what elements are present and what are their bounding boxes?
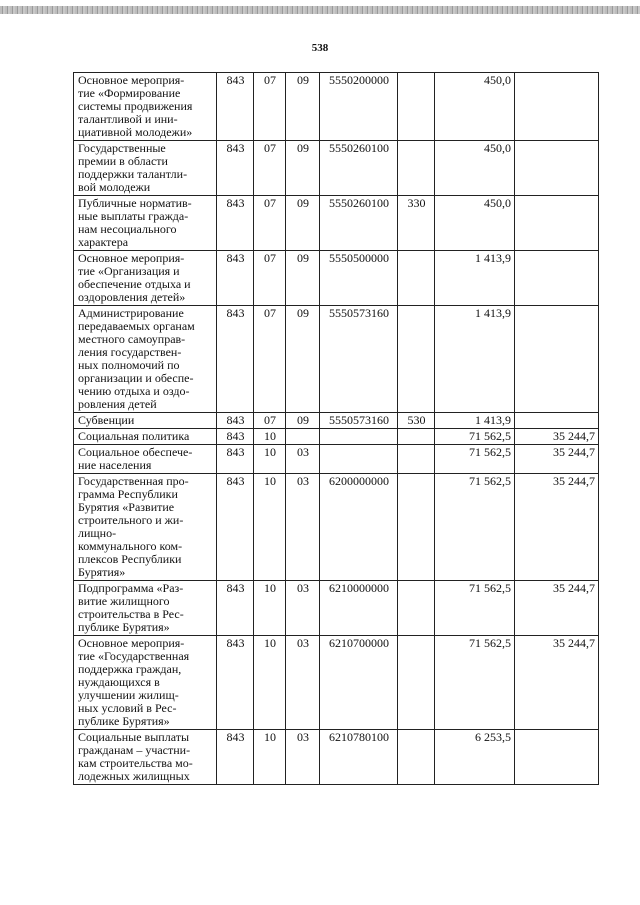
- vr-cell: 330: [398, 196, 435, 251]
- csr-cell: [320, 429, 398, 445]
- vr-cell: 530: [398, 413, 435, 429]
- sum2-cell: 35 244,7: [515, 636, 599, 730]
- vr-cell: [398, 730, 435, 785]
- pr-cell: 09: [286, 251, 320, 306]
- page-bottom-margin: [0, 852, 640, 905]
- gr-cell: 843: [217, 251, 254, 306]
- table-row: [74, 474, 599, 581]
- pr-cell: 03: [286, 474, 320, 581]
- pr-cell: 09: [286, 73, 320, 141]
- table-row: [74, 141, 599, 196]
- gr-cell: 843: [217, 636, 254, 730]
- sum1-cell: 450,0: [435, 196, 515, 251]
- pr-cell: 09: [286, 196, 320, 251]
- rz-cell: 10: [254, 636, 286, 730]
- vr-cell: [398, 581, 435, 636]
- scan-top-edge: [0, 6, 640, 14]
- name-cell: Социальное обеспече- ние населения: [74, 445, 217, 474]
- table-row: [74, 636, 599, 730]
- vr-cell: [398, 636, 435, 730]
- name-cell: Основное мероприя- тие «Организация и обеспечение отдыха и оздоровления детей»: [74, 251, 217, 306]
- sum1-cell: 1 413,9: [435, 306, 515, 413]
- gr-cell: 843: [217, 445, 254, 474]
- sum1-cell: 450,0: [435, 73, 515, 141]
- name-cell: Публичные норматив- ные выплаты гражда- нам несоциального характера: [74, 196, 217, 251]
- rz-cell: 07: [254, 141, 286, 196]
- vr-cell: [398, 251, 435, 306]
- gr-cell: 843: [217, 474, 254, 581]
- sum2-cell: [515, 306, 599, 413]
- rz-cell: 10: [254, 429, 286, 445]
- name-cell: Социальные выплаты гражданам – участни- кам строительства мо- лодежных жилищных: [74, 730, 217, 785]
- page-number: 538: [311, 42, 329, 54]
- pr-cell: 03: [286, 730, 320, 785]
- csr-cell: 6200000000: [320, 474, 398, 581]
- vr-cell: [398, 73, 435, 141]
- rz-cell: 10: [254, 474, 286, 581]
- sum1-cell: 71 562,5: [435, 636, 515, 730]
- gr-cell: 843: [217, 306, 254, 413]
- rz-cell: 07: [254, 196, 286, 251]
- gr-cell: 843: [217, 73, 254, 141]
- sum1-cell: 71 562,5: [435, 445, 515, 474]
- sum1-cell: 6 253,5: [435, 730, 515, 785]
- rz-cell: 10: [254, 581, 286, 636]
- vr-cell: [398, 474, 435, 581]
- csr-cell: 5550500000: [320, 251, 398, 306]
- pr-cell: 03: [286, 636, 320, 730]
- rz-cell: 07: [254, 73, 286, 141]
- name-cell: Подпрограмма «Раз- витие жилищного строительства в Рес- публике Бурятия»: [74, 581, 217, 636]
- sum1-cell: 71 562,5: [435, 429, 515, 445]
- sum1-cell: 1 413,9: [435, 251, 515, 306]
- sum1-cell: 450,0: [435, 141, 515, 196]
- vr-cell: [398, 429, 435, 445]
- table-row: [74, 196, 599, 251]
- sum1-cell: 71 562,5: [435, 474, 515, 581]
- sum2-cell: [515, 196, 599, 251]
- rz-cell: 07: [254, 306, 286, 413]
- table-row: [74, 581, 599, 636]
- table-row: [74, 73, 599, 141]
- table-row: [74, 730, 599, 785]
- name-cell: Государственная про- грамма Республики Бурятия «Развитие строительного и жи- лищно- коммунального ком- плексов Республики Бурятия»: [74, 474, 217, 581]
- vr-cell: [398, 141, 435, 196]
- sum1-cell: 71 562,5: [435, 581, 515, 636]
- csr-cell: 6210700000: [320, 636, 398, 730]
- csr-cell: 5550200000: [320, 73, 398, 141]
- csr-cell: 5550573160: [320, 306, 398, 413]
- pr-cell: 09: [286, 306, 320, 413]
- csr-cell: 5550260100: [320, 141, 398, 196]
- sum2-cell: [515, 413, 599, 429]
- rz-cell: 10: [254, 445, 286, 474]
- gr-cell: 843: [217, 141, 254, 196]
- csr-cell: 5550573160: [320, 413, 398, 429]
- table-row: [74, 251, 599, 306]
- name-cell: Основное мероприя- тие «Государственная поддержка граждан, нуждающихся в улучшении жилищ- ных условий в Рес- публике Бурятия»: [74, 636, 217, 730]
- gr-cell: 843: [217, 581, 254, 636]
- sum2-cell: [515, 141, 599, 196]
- table-row: [74, 306, 599, 413]
- sum2-cell: 35 244,7: [515, 445, 599, 474]
- pr-cell: [286, 429, 320, 445]
- pr-cell: 09: [286, 141, 320, 196]
- sum2-cell: [515, 73, 599, 141]
- table-row: [74, 429, 599, 445]
- sum2-cell: [515, 730, 599, 785]
- gr-cell: 843: [217, 413, 254, 429]
- table-row: [74, 413, 599, 429]
- csr-cell: [320, 445, 398, 474]
- vr-cell: [398, 306, 435, 413]
- csr-cell: 6210780100: [320, 730, 398, 785]
- name-cell: Субвенции: [74, 413, 217, 429]
- sum2-cell: [515, 251, 599, 306]
- csr-cell: 6210000000: [320, 581, 398, 636]
- name-cell: Государственные премии в области поддержки талантли- вой молодежи: [74, 141, 217, 196]
- table-row: [74, 445, 599, 474]
- gr-cell: 843: [217, 196, 254, 251]
- sum1-cell: 1 413,9: [435, 413, 515, 429]
- pr-cell: 03: [286, 581, 320, 636]
- pr-cell: 03: [286, 445, 320, 474]
- name-cell: Администрирование передаваемых органам местного самоуправ- ления государствен- ных полномочий по организации и обеспе- чению отдыха и оздо- ровления детей: [74, 306, 217, 413]
- sum2-cell: 35 244,7: [515, 429, 599, 445]
- budget-table: [73, 72, 599, 785]
- name-cell: Основное мероприя- тие «Формирование системы продвижения талантливой и ини- циативной молодежи»: [74, 73, 217, 141]
- sum2-cell: 35 244,7: [515, 474, 599, 581]
- rz-cell: 10: [254, 730, 286, 785]
- rz-cell: 07: [254, 413, 286, 429]
- gr-cell: 843: [217, 429, 254, 445]
- pr-cell: 09: [286, 413, 320, 429]
- gr-cell: 843: [217, 730, 254, 785]
- vr-cell: [398, 445, 435, 474]
- sum2-cell: 35 244,7: [515, 581, 599, 636]
- name-cell: Социальная политика: [74, 429, 217, 445]
- csr-cell: 5550260100: [320, 196, 398, 251]
- rz-cell: 07: [254, 251, 286, 306]
